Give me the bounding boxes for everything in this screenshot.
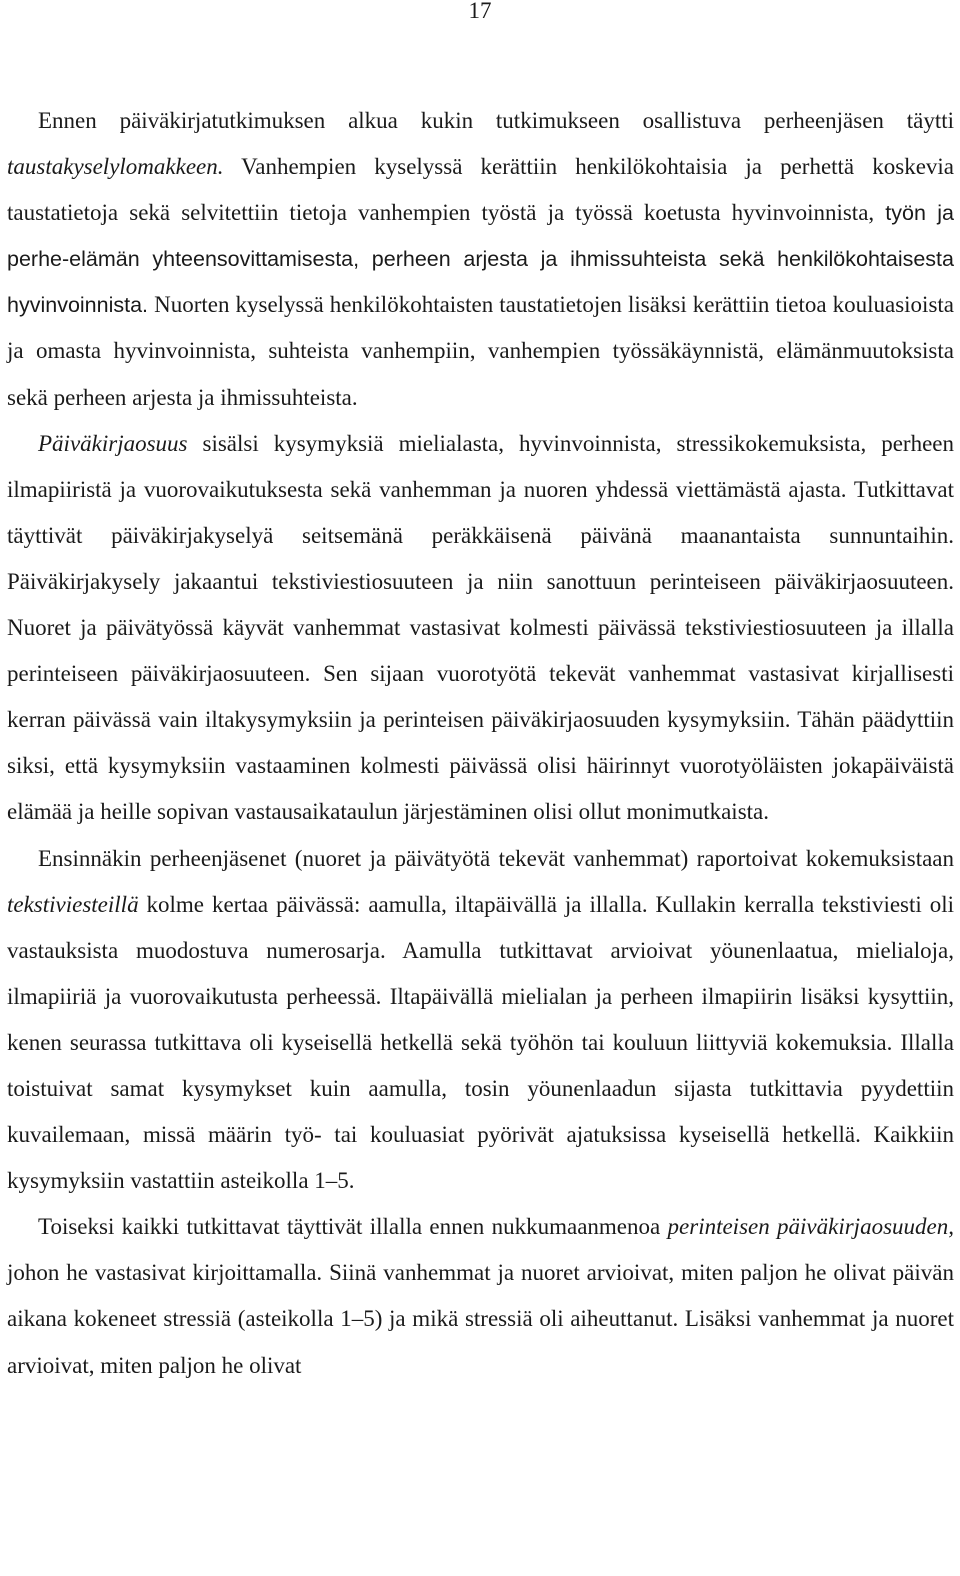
text-segment: Ensinnäkin perheenjäsenet (nuoret ja päivätyötä tekevät vanhemmat) raportoivat kokemuksistaan [38, 845, 954, 871]
paragraph-diary-section [7, 421, 954, 836]
text-segment: Toiseksi kaikki tutkittavat täyttivät illalla ennen nukkumaanmenoa [38, 1214, 668, 1240]
page-number: 17 [468, 0, 492, 23]
text-segment-sans: työn ja perhe-elämän yhteensovittamisesta, perheen arjesta ja ihmissuhteista sekä henkilökohtaisesta hyvinvoinnista. [7, 201, 954, 318]
text-segment: Nuorten kyselyssä henkilökohtaisten taustatietojen lisäksi kerättiin tietoa kouluasioista ja omasta hyvinvoinnista, suhteista vanhempiin, vanhempien työssäkäynnistä, elämänmuutoksista sekä perheen arjesta ja ihmissuhteista. [7, 292, 954, 410]
text-segment: Ennen päiväkirjatutkimuksen alkua kukin tutkimukseen osallistuva perheenjäsen täytti [38, 108, 954, 133]
paragraph-text-messages [7, 836, 954, 1205]
body-text [7, 98, 954, 1389]
text-segment-italic: perinteisen päiväkirjaosuuden, [667, 1214, 954, 1240]
text-segment: kolme kertaa päivässä: aamulla, iltapäivällä ja illalla. Kullakin kerralla tekstiviesti oli vastauksista muodostuva numerosarja. Aamulla tutkittavat arvioivat yöunenlaatua, mielialoja, ilmapiiriä ja vuorovaikutusta perheessä. Iltapäivällä mielialan ja perheen ilmapiirin lisäksi kysyttiin, kenen seurassa tutkittava oli kyseisellä hetkellä sekä työhön tai kouluun liittyviä kokemuksia. Illalla toistuivat samat kysymykset kuin aamulla, tosin yöunenlaadun sijasta tutkittavia pyydettiin kuvailemaan, missä määrin työ- tai kouluasiat pyörivät ajatuksissa kyseisellä hetkellä. Kaikkiin kysymyksiin vastattiin asteikolla 1–5. [7, 891, 954, 1194]
text-segment: sisälsi kysymyksiä mielialasta, hyvinvoinnista, stressikokemuksista, perheen ilmapiiristä ja vuorovaikutuksesta sekä vanhemman ja nuoren yhdessä viettämästä ajasta. Tutkittavat täyttivät päiväkirjakyselyä seitsemänä peräkkäisenä päivänä maanantaista sunnuntaihin. Päiväkirjakysely jakaantui tekstiviestiosuuteen ja niin sanottuun perinteiseen päiväkirjaosuuteen. Nuoret ja päivätyössä käyvät vanhemmat vastasivat kolmesti päivässä tekstiviestiosuuteen ja illalla perinteiseen päiväkirjaosuuteen. Sen sijaan vuorotyötä tekevät vanhemmat vastasivat kirjallisesti kerran päivässä vain iltakysymyksiin ja perinteisen päiväkirjaosuuden kysymyksiin. Tähän päädyttiin siksi, että kysymyksiin vastaaminen kolmesti päivässä olisi häirinnyt vuorotyöläisten jokapäiväistä elämää ja heille sopivan vastausaikataulun järjestäminen olisi ollut monimutkaista. [7, 430, 954, 825]
text-segment-italic: taustakyselylomakkeen. [7, 154, 224, 180]
text-segment: johon he vastasivat kirjoittamalla. Siinä vanhemmat ja nuoret arvioivat, miten paljon he olivat päivän aikana kokeneet stressiä (asteikolla 1–5) ja mikä stressiä oli aiheuttanut. Lisäksi vanhemmat ja nuoret arvioivat, miten paljon he olivat [7, 1260, 954, 1378]
text-segment: Vanhempien kyselyssä kerättiin henkilökohtaisia ja perhettä koskevia taustatietoja sekä selvitettiin tietoja vanhempien työstä ja työssä koetusta hyvinvoinnista, [7, 154, 954, 226]
text-segment-italic: Päiväkirjaosuus [38, 430, 188, 456]
text-segment-italic: tekstiviesteillä [7, 891, 139, 917]
paragraph-background-questionnaire [7, 98, 954, 421]
paragraph-traditional-diary [7, 1204, 954, 1388]
